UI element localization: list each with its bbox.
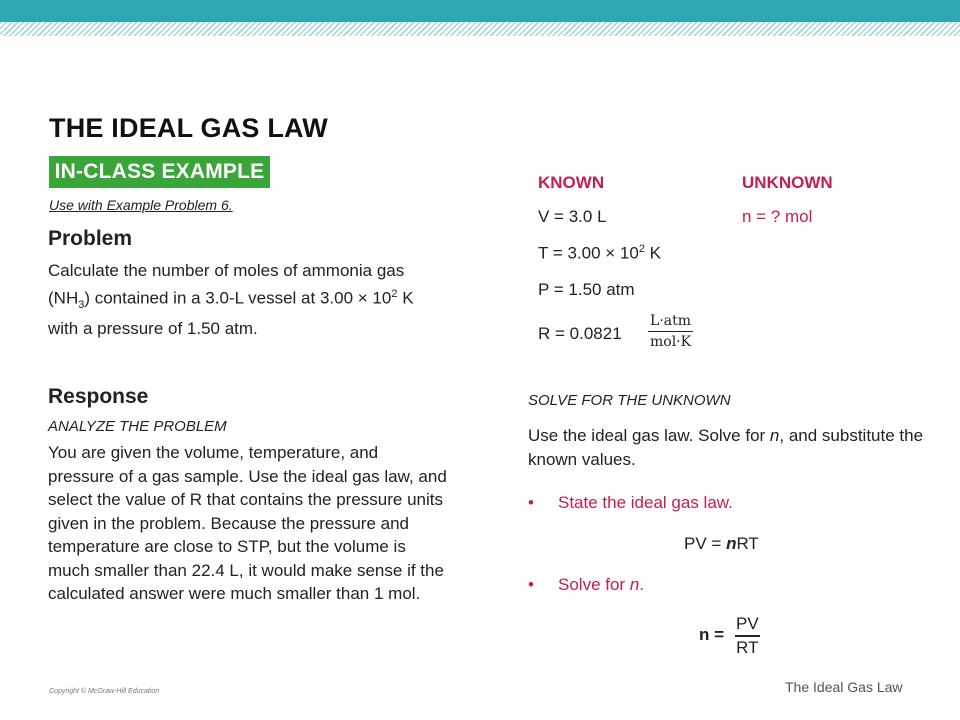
known-heading: KNOWN xyxy=(538,173,605,192)
known-pressure: P = 1.50 atm xyxy=(538,280,635,299)
n-equals: n = xyxy=(699,625,725,644)
unknown-heading: UNKNOWN xyxy=(742,173,833,192)
footer-title: The Ideal Gas Law xyxy=(785,679,903,695)
bullet-dot: • xyxy=(528,575,534,594)
known-gas-constant: R = 0.0821 xyxy=(538,324,622,343)
units-numerator: L·atm xyxy=(648,313,693,332)
analyze-heading: ANALYZE THE PROBLEM xyxy=(48,418,227,435)
bullet-dot: • xyxy=(528,493,534,512)
solve-heading: SOLVE FOR THE UNKNOWN xyxy=(528,392,731,409)
use-with-link[interactable]: Use with Example Problem 6. xyxy=(49,197,233,213)
gas-constant-units-fraction xyxy=(648,313,693,350)
problem-heading: Problem xyxy=(48,227,133,250)
in-class-example-badge: IN-CLASS EXAMPLE xyxy=(49,156,270,188)
ideal-gas-equation: PV = nRT xyxy=(684,534,759,553)
solve-text: Use the ideal gas law. Solve for n, and substitute the known values. xyxy=(528,426,924,469)
bullet-text: State the ideal gas law. xyxy=(558,493,733,512)
response-heading: Response xyxy=(48,385,149,408)
bullet-text: Solve for n. xyxy=(558,575,645,594)
copyright-notice: Copyright © McGraw-Hill Education xyxy=(49,688,160,695)
known-temperature: $T = 3.00 \times 10^2$ K xyxy=(538,243,662,263)
slide-title: THE IDEAL GAS LAW xyxy=(49,113,328,143)
top-teal-bar xyxy=(0,0,960,22)
hatched-stripe xyxy=(0,22,960,36)
known-volume: V = 3.0 L xyxy=(538,207,607,226)
unknown-moles: n = ? mol xyxy=(742,207,813,226)
problem-text: Calculate the number of moles of ammonia gas $(NH_3)$ contained in a 3.0-L vessel at $3.00 \times 10^2$ K with a pressure of 1.50 atm. xyxy=(48,261,414,339)
units-denominator: mol·K xyxy=(650,334,692,350)
analyze-text: You are given the volume, temperature, and pressure of a gas sample. Use the ideal gas law, and select the value of R that contains the pressure units given in the problem. Because the pressure and temperature are close to STP, but the volume is much smaller than 22.4 L, it would make sense if the calculated answer were much smaller than 1 mol. xyxy=(48,443,447,603)
fraction-numerator: PV xyxy=(735,614,760,637)
fraction-denominator: RT xyxy=(736,638,759,657)
pv-over-rt-fraction xyxy=(735,614,760,658)
